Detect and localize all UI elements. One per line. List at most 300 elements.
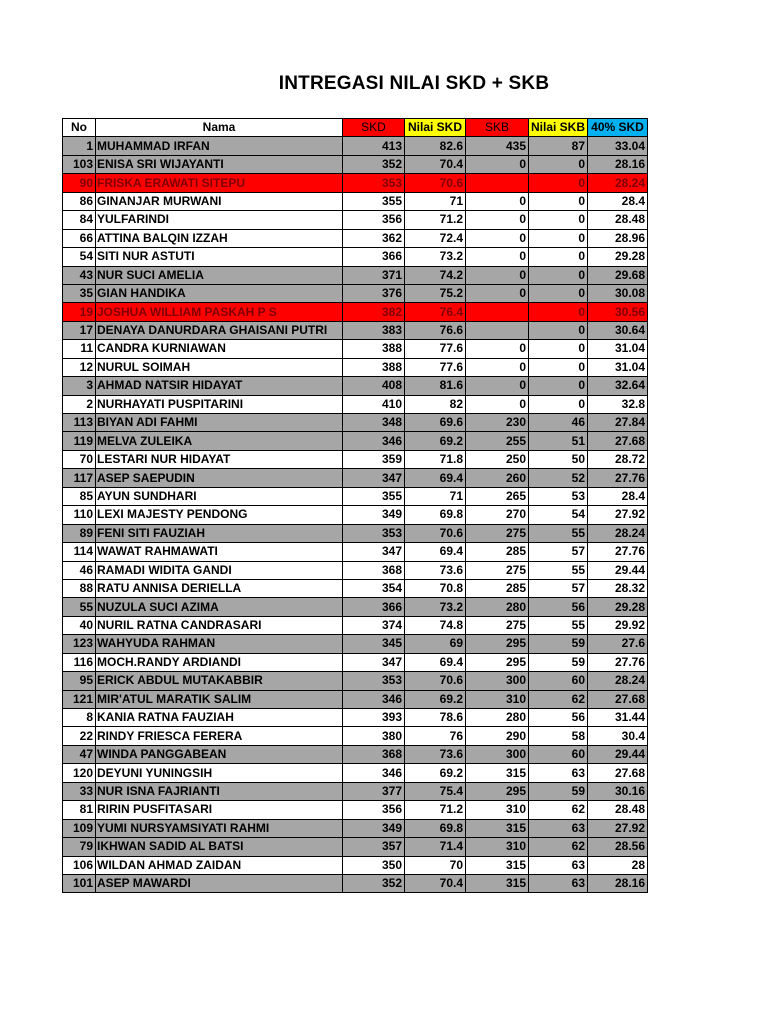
cell-nilai-skb: 0 — [529, 248, 588, 266]
cell-no: 88 — [63, 579, 96, 597]
page-title: INTREGASI NILAI SKD + SKB — [278, 73, 550, 94]
table-row — [63, 432, 648, 450]
table-row — [63, 524, 648, 542]
table-row — [63, 874, 648, 892]
table-row — [63, 506, 648, 524]
table-row — [63, 321, 648, 339]
cell-skb: 0 — [466, 155, 529, 173]
cell-nilai-skd: 73.6 — [405, 561, 466, 579]
table-row — [63, 672, 648, 690]
table-row — [63, 635, 648, 653]
cell-skb: 0 — [466, 395, 529, 413]
cell-nilai-skb: 0 — [529, 395, 588, 413]
cell-no: 54 — [63, 248, 96, 266]
cell-skd: 352 — [343, 874, 405, 892]
table-row — [63, 561, 648, 579]
cell-nilai-skb: 51 — [529, 432, 588, 450]
cell-nilai-skd: 69.6 — [405, 414, 466, 432]
cell-40-skd: 27.92 — [588, 819, 648, 837]
cell-skb: 295 — [466, 653, 529, 671]
table-row — [63, 450, 648, 468]
cell-skd: 349 — [343, 506, 405, 524]
table-row — [63, 340, 648, 358]
cell-40-skd: 32.8 — [588, 395, 648, 413]
cell-skb: 435 — [466, 137, 529, 155]
cell-skd: 346 — [343, 764, 405, 782]
header-skb: SKB — [466, 119, 529, 137]
table-row — [63, 579, 648, 597]
cell-nilai-skb: 0 — [529, 358, 588, 376]
cell-nilai-skd: 74.2 — [405, 266, 466, 284]
cell-nama: YULFARINDI — [96, 211, 343, 229]
cell-no: 113 — [63, 414, 96, 432]
cell-skd: 350 — [343, 856, 405, 874]
cell-skb: 250 — [466, 450, 529, 468]
cell-skb: 315 — [466, 764, 529, 782]
cell-nilai-skd: 75.2 — [405, 284, 466, 302]
cell-skb: 260 — [466, 469, 529, 487]
cell-nama: RATU ANNISA DERIELLA — [96, 579, 343, 597]
cell-nama: RIRIN PUSFITASARI — [96, 801, 343, 819]
cell-no: 120 — [63, 764, 96, 782]
cell-nilai-skd: 71 — [405, 487, 466, 505]
cell-skb: 280 — [466, 598, 529, 616]
table-row — [63, 543, 648, 561]
cell-nama: JOSHUA WILLIAM PASKAH P S — [96, 303, 343, 321]
cell-nilai-skd: 69.2 — [405, 432, 466, 450]
cell-skb — [466, 321, 529, 339]
cell-nama: DENAYA DANURDARA GHAISANI PUTRI — [96, 321, 343, 339]
cell-nama: LESTARI NUR HIDAYAT — [96, 450, 343, 468]
cell-nama: MUHAMMAD IRFAN — [96, 137, 343, 155]
cell-nilai-skb: 55 — [529, 561, 588, 579]
cell-no: 121 — [63, 690, 96, 708]
cell-40-skd: 31.44 — [588, 709, 648, 727]
cell-no: 103 — [63, 155, 96, 173]
cell-40-skd: 30.08 — [588, 284, 648, 302]
table-row — [63, 727, 648, 745]
cell-skb: 300 — [466, 672, 529, 690]
cell-40-skd: 29.44 — [588, 561, 648, 579]
cell-nama: FRISKA ERAWATI SITEPU — [96, 174, 343, 192]
cell-nilai-skd: 82.6 — [405, 137, 466, 155]
cell-skd: 374 — [343, 616, 405, 634]
cell-nama: ASEP SAEPUDIN — [96, 469, 343, 487]
cell-nilai-skd: 70.4 — [405, 155, 466, 173]
cell-nama: GINANJAR MURWANI — [96, 192, 343, 210]
table-header-row — [63, 119, 648, 137]
cell-40-skd: 27.68 — [588, 764, 648, 782]
cell-40-skd: 32.64 — [588, 377, 648, 395]
cell-40-skd: 30.56 — [588, 303, 648, 321]
cell-40-skd: 28.48 — [588, 801, 648, 819]
cell-nilai-skd: 81.6 — [405, 377, 466, 395]
cell-skb: 275 — [466, 524, 529, 542]
cell-skd: 382 — [343, 303, 405, 321]
cell-no: 79 — [63, 838, 96, 856]
cell-skb: 0 — [466, 248, 529, 266]
cell-nama: IKHWAN SADID AL BATSI — [96, 838, 343, 856]
table-row — [63, 782, 648, 800]
cell-40-skd: 30.64 — [588, 321, 648, 339]
cell-skd: 357 — [343, 838, 405, 856]
cell-nama: RINDY FRIESCA FERERA — [96, 727, 343, 745]
cell-skb: 0 — [466, 340, 529, 358]
cell-skd: 366 — [343, 248, 405, 266]
cell-40-skd: 28.16 — [588, 874, 648, 892]
table-row — [63, 377, 648, 395]
cell-nilai-skb: 56 — [529, 709, 588, 727]
cell-no: 19 — [63, 303, 96, 321]
header-40-skd: 40% SKD — [588, 119, 648, 137]
table-row — [63, 266, 648, 284]
cell-skd: 388 — [343, 340, 405, 358]
cell-skb: 0 — [466, 192, 529, 210]
cell-skb: 315 — [466, 819, 529, 837]
cell-nilai-skd: 76.4 — [405, 303, 466, 321]
cell-nilai-skd: 82 — [405, 395, 466, 413]
cell-40-skd: 27.92 — [588, 506, 648, 524]
cell-40-skd: 28.24 — [588, 174, 648, 192]
cell-nilai-skb: 53 — [529, 487, 588, 505]
cell-nilai-skb: 63 — [529, 856, 588, 874]
cell-40-skd: 27.76 — [588, 469, 648, 487]
cell-nilai-skb: 0 — [529, 174, 588, 192]
cell-nama: DEYUNI YUNINGSIH — [96, 764, 343, 782]
header-no: No — [63, 119, 96, 137]
cell-skd: 371 — [343, 266, 405, 284]
cell-nama: NURUL SOIMAH — [96, 358, 343, 376]
table-row — [63, 838, 648, 856]
cell-no: 22 — [63, 727, 96, 745]
cell-nama: AHMAD NATSIR HIDAYAT — [96, 377, 343, 395]
cell-nama: NUZULA SUCI AZIMA — [96, 598, 343, 616]
cell-skd: 383 — [343, 321, 405, 339]
cell-40-skd: 28.24 — [588, 524, 648, 542]
cell-nilai-skd: 71.2 — [405, 801, 466, 819]
cell-skb: 255 — [466, 432, 529, 450]
header-nilai-skd: Nilai SKD — [405, 119, 466, 137]
table-row — [63, 137, 648, 155]
cell-nilai-skd: 69.4 — [405, 543, 466, 561]
table-row — [63, 155, 648, 173]
cell-nama: MIR'ATUL MARATIK SALIM — [96, 690, 343, 708]
cell-skb: 275 — [466, 561, 529, 579]
cell-skd: 388 — [343, 358, 405, 376]
cell-nama: WINDA PANGGABEAN — [96, 745, 343, 763]
cell-nilai-skb: 55 — [529, 524, 588, 542]
cell-skb: 0 — [466, 211, 529, 229]
cell-40-skd: 28.4 — [588, 487, 648, 505]
table-body — [63, 137, 648, 893]
cell-skb: 315 — [466, 874, 529, 892]
table-row — [63, 653, 648, 671]
cell-40-skd: 29.44 — [588, 745, 648, 763]
cell-nilai-skd: 73.6 — [405, 745, 466, 763]
cell-40-skd: 28.56 — [588, 838, 648, 856]
cell-no: 40 — [63, 616, 96, 634]
cell-no: 46 — [63, 561, 96, 579]
cell-nilai-skb: 62 — [529, 690, 588, 708]
cell-skb: 275 — [466, 616, 529, 634]
table-row — [63, 801, 648, 819]
cell-no: 2 — [63, 395, 96, 413]
cell-40-skd: 27.84 — [588, 414, 648, 432]
cell-nama: MELVA ZULEIKA — [96, 432, 343, 450]
cell-no: 1 — [63, 137, 96, 155]
cell-no: 85 — [63, 487, 96, 505]
cell-nilai-skb: 0 — [529, 321, 588, 339]
cell-skb: 315 — [466, 856, 529, 874]
cell-nama: ASEP MAWARDI — [96, 874, 343, 892]
table-row — [63, 598, 648, 616]
cell-nilai-skd: 77.6 — [405, 340, 466, 358]
header-skd: SKD — [343, 119, 405, 137]
cell-40-skd: 28.24 — [588, 672, 648, 690]
cell-40-skd: 27.68 — [588, 432, 648, 450]
cell-nama: AYUN SUNDHARI — [96, 487, 343, 505]
cell-no: 110 — [63, 506, 96, 524]
table-row — [63, 395, 648, 413]
cell-nilai-skd: 71 — [405, 192, 466, 210]
cell-nama: WAHYUDA RAHMAN — [96, 635, 343, 653]
cell-nilai-skb: 60 — [529, 672, 588, 690]
cell-no: 55 — [63, 598, 96, 616]
cell-40-skd: 31.04 — [588, 358, 648, 376]
cell-nilai-skb: 0 — [529, 266, 588, 284]
cell-skb: 280 — [466, 709, 529, 727]
cell-skd: 362 — [343, 229, 405, 247]
cell-skd: 355 — [343, 192, 405, 210]
cell-nilai-skb: 0 — [529, 155, 588, 173]
cell-no: 17 — [63, 321, 96, 339]
cell-skb: 285 — [466, 579, 529, 597]
table-row — [63, 211, 648, 229]
cell-skd: 354 — [343, 579, 405, 597]
cell-40-skd: 30.4 — [588, 727, 648, 745]
cell-no: 43 — [63, 266, 96, 284]
cell-nilai-skb: 63 — [529, 819, 588, 837]
cell-no: 81 — [63, 801, 96, 819]
cell-skb: 0 — [466, 266, 529, 284]
table-row — [63, 819, 648, 837]
cell-nilai-skb: 0 — [529, 229, 588, 247]
cell-nilai-skb: 59 — [529, 653, 588, 671]
cell-no: 33 — [63, 782, 96, 800]
cell-skd: 352 — [343, 155, 405, 173]
cell-no: 66 — [63, 229, 96, 247]
cell-40-skd: 28.48 — [588, 211, 648, 229]
cell-skd: 356 — [343, 211, 405, 229]
cell-nama: NUR ISNA FAJRIANTI — [96, 782, 343, 800]
cell-skb: 310 — [466, 838, 529, 856]
cell-no: 95 — [63, 672, 96, 690]
cell-nilai-skb: 62 — [529, 801, 588, 819]
table-row — [63, 303, 648, 321]
table-row — [63, 709, 648, 727]
cell-40-skd: 29.28 — [588, 598, 648, 616]
cell-nilai-skd: 69.4 — [405, 653, 466, 671]
cell-no: 89 — [63, 524, 96, 542]
cell-nilai-skd: 69.8 — [405, 819, 466, 837]
table-row — [63, 745, 648, 763]
header-nilai-skb: Nilai SKB — [529, 119, 588, 137]
cell-nilai-skd: 70 — [405, 856, 466, 874]
table-row — [63, 414, 648, 432]
cell-nilai-skd: 78.6 — [405, 709, 466, 727]
cell-nilai-skb: 56 — [529, 598, 588, 616]
cell-skb: 300 — [466, 745, 529, 763]
cell-nilai-skd: 70.8 — [405, 579, 466, 597]
cell-nama: KANIA RATNA FAUZIAH — [96, 709, 343, 727]
cell-40-skd: 28.4 — [588, 192, 648, 210]
cell-skd: 408 — [343, 377, 405, 395]
cell-nilai-skd: 70.4 — [405, 874, 466, 892]
cell-skd: 377 — [343, 782, 405, 800]
cell-skd: 368 — [343, 561, 405, 579]
cell-nilai-skb: 55 — [529, 616, 588, 634]
cell-no: 123 — [63, 635, 96, 653]
cell-nama: ERICK ABDUL MUTAKABBIR — [96, 672, 343, 690]
cell-skb: 295 — [466, 782, 529, 800]
table-row — [63, 248, 648, 266]
cell-nama: WILDAN AHMAD ZAIDAN — [96, 856, 343, 874]
cell-nilai-skb: 52 — [529, 469, 588, 487]
cell-nilai-skd: 69.4 — [405, 469, 466, 487]
cell-nilai-skb: 50 — [529, 450, 588, 468]
cell-nilai-skb: 54 — [529, 506, 588, 524]
cell-skd: 393 — [343, 709, 405, 727]
cell-skb: 0 — [466, 229, 529, 247]
cell-skd: 359 — [343, 450, 405, 468]
cell-skd: 356 — [343, 801, 405, 819]
table-row — [63, 690, 648, 708]
table-row — [63, 764, 648, 782]
cell-skb: 270 — [466, 506, 529, 524]
cell-nilai-skb: 0 — [529, 303, 588, 321]
cell-skd: 353 — [343, 524, 405, 542]
cell-no: 117 — [63, 469, 96, 487]
cell-nilai-skd: 70.6 — [405, 174, 466, 192]
cell-nama: NURIL RATNA CANDRASARI — [96, 616, 343, 634]
cell-nilai-skb: 0 — [529, 340, 588, 358]
cell-40-skd: 29.68 — [588, 266, 648, 284]
cell-skb — [466, 303, 529, 321]
cell-skd: 380 — [343, 727, 405, 745]
cell-skb: 310 — [466, 801, 529, 819]
table-row — [63, 284, 648, 302]
cell-40-skd: 27.6 — [588, 635, 648, 653]
cell-skd: 347 — [343, 653, 405, 671]
cell-skd: 349 — [343, 819, 405, 837]
cell-nilai-skb: 58 — [529, 727, 588, 745]
cell-nama: YUMI NURSYAMSIYATI RAHMI — [96, 819, 343, 837]
cell-40-skd: 29.28 — [588, 248, 648, 266]
cell-nilai-skb: 57 — [529, 543, 588, 561]
cell-40-skd: 28.16 — [588, 155, 648, 173]
cell-nilai-skd: 73.2 — [405, 248, 466, 266]
cell-skb — [466, 174, 529, 192]
cell-skb: 285 — [466, 543, 529, 561]
cell-40-skd: 28.32 — [588, 579, 648, 597]
cell-skb: 295 — [466, 635, 529, 653]
score-table — [62, 118, 648, 893]
cell-no: 119 — [63, 432, 96, 450]
cell-nilai-skd: 75.4 — [405, 782, 466, 800]
cell-40-skd: 28.72 — [588, 450, 648, 468]
cell-nilai-skd: 69.2 — [405, 764, 466, 782]
header-nama: Nama — [96, 119, 343, 137]
cell-nama: RAMADI WIDITA GANDI — [96, 561, 343, 579]
cell-nilai-skb: 0 — [529, 211, 588, 229]
cell-nilai-skd: 73.2 — [405, 598, 466, 616]
cell-40-skd: 28.96 — [588, 229, 648, 247]
cell-skb: 0 — [466, 358, 529, 376]
cell-nama: ATTINA BALQIN IZZAH — [96, 229, 343, 247]
cell-skb: 230 — [466, 414, 529, 432]
table-row — [63, 192, 648, 210]
cell-nilai-skd: 70.6 — [405, 524, 466, 542]
cell-nama: NURHAYATI PUSPITARINI — [96, 395, 343, 413]
cell-no: 12 — [63, 358, 96, 376]
table-row — [63, 856, 648, 874]
cell-nama: SITI NUR ASTUTI — [96, 248, 343, 266]
cell-nilai-skb: 87 — [529, 137, 588, 155]
cell-nama: NUR SUCI AMELIA — [96, 266, 343, 284]
cell-no: 106 — [63, 856, 96, 874]
cell-no: 8 — [63, 709, 96, 727]
cell-skd: 353 — [343, 672, 405, 690]
cell-nama: BIYAN ADI FAHMI — [96, 414, 343, 432]
table-row — [63, 229, 648, 247]
cell-skd: 347 — [343, 543, 405, 561]
cell-nama: FENI SITI FAUZIAH — [96, 524, 343, 542]
cell-40-skd: 27.76 — [588, 653, 648, 671]
cell-skd: 376 — [343, 284, 405, 302]
cell-skb: 0 — [466, 284, 529, 302]
cell-skd: 410 — [343, 395, 405, 413]
cell-nilai-skb: 59 — [529, 635, 588, 653]
cell-40-skd: 27.68 — [588, 690, 648, 708]
cell-40-skd: 31.04 — [588, 340, 648, 358]
cell-no: 47 — [63, 745, 96, 763]
cell-nilai-skd: 72.4 — [405, 229, 466, 247]
cell-40-skd: 29.92 — [588, 616, 648, 634]
cell-no: 11 — [63, 340, 96, 358]
cell-no: 3 — [63, 377, 96, 395]
cell-nilai-skd: 71.8 — [405, 450, 466, 468]
cell-nilai-skd: 74.8 — [405, 616, 466, 634]
cell-skd: 346 — [343, 432, 405, 450]
table-row — [63, 174, 648, 192]
cell-nilai-skd: 76.6 — [405, 321, 466, 339]
cell-nilai-skd: 70.6 — [405, 672, 466, 690]
cell-nilai-skb: 46 — [529, 414, 588, 432]
cell-skd: 413 — [343, 137, 405, 155]
table-row — [63, 469, 648, 487]
cell-nilai-skb: 0 — [529, 377, 588, 395]
cell-40-skd: 27.76 — [588, 543, 648, 561]
cell-nama: MOCH.RANDY ARDIANDI — [96, 653, 343, 671]
cell-nilai-skb: 62 — [529, 838, 588, 856]
cell-nama: CANDRA KURNIAWAN — [96, 340, 343, 358]
cell-no: 35 — [63, 284, 96, 302]
cell-40-skd: 30.16 — [588, 782, 648, 800]
cell-skd: 348 — [343, 414, 405, 432]
cell-no: 90 — [63, 174, 96, 192]
cell-nilai-skb: 63 — [529, 764, 588, 782]
cell-nilai-skd: 69 — [405, 635, 466, 653]
